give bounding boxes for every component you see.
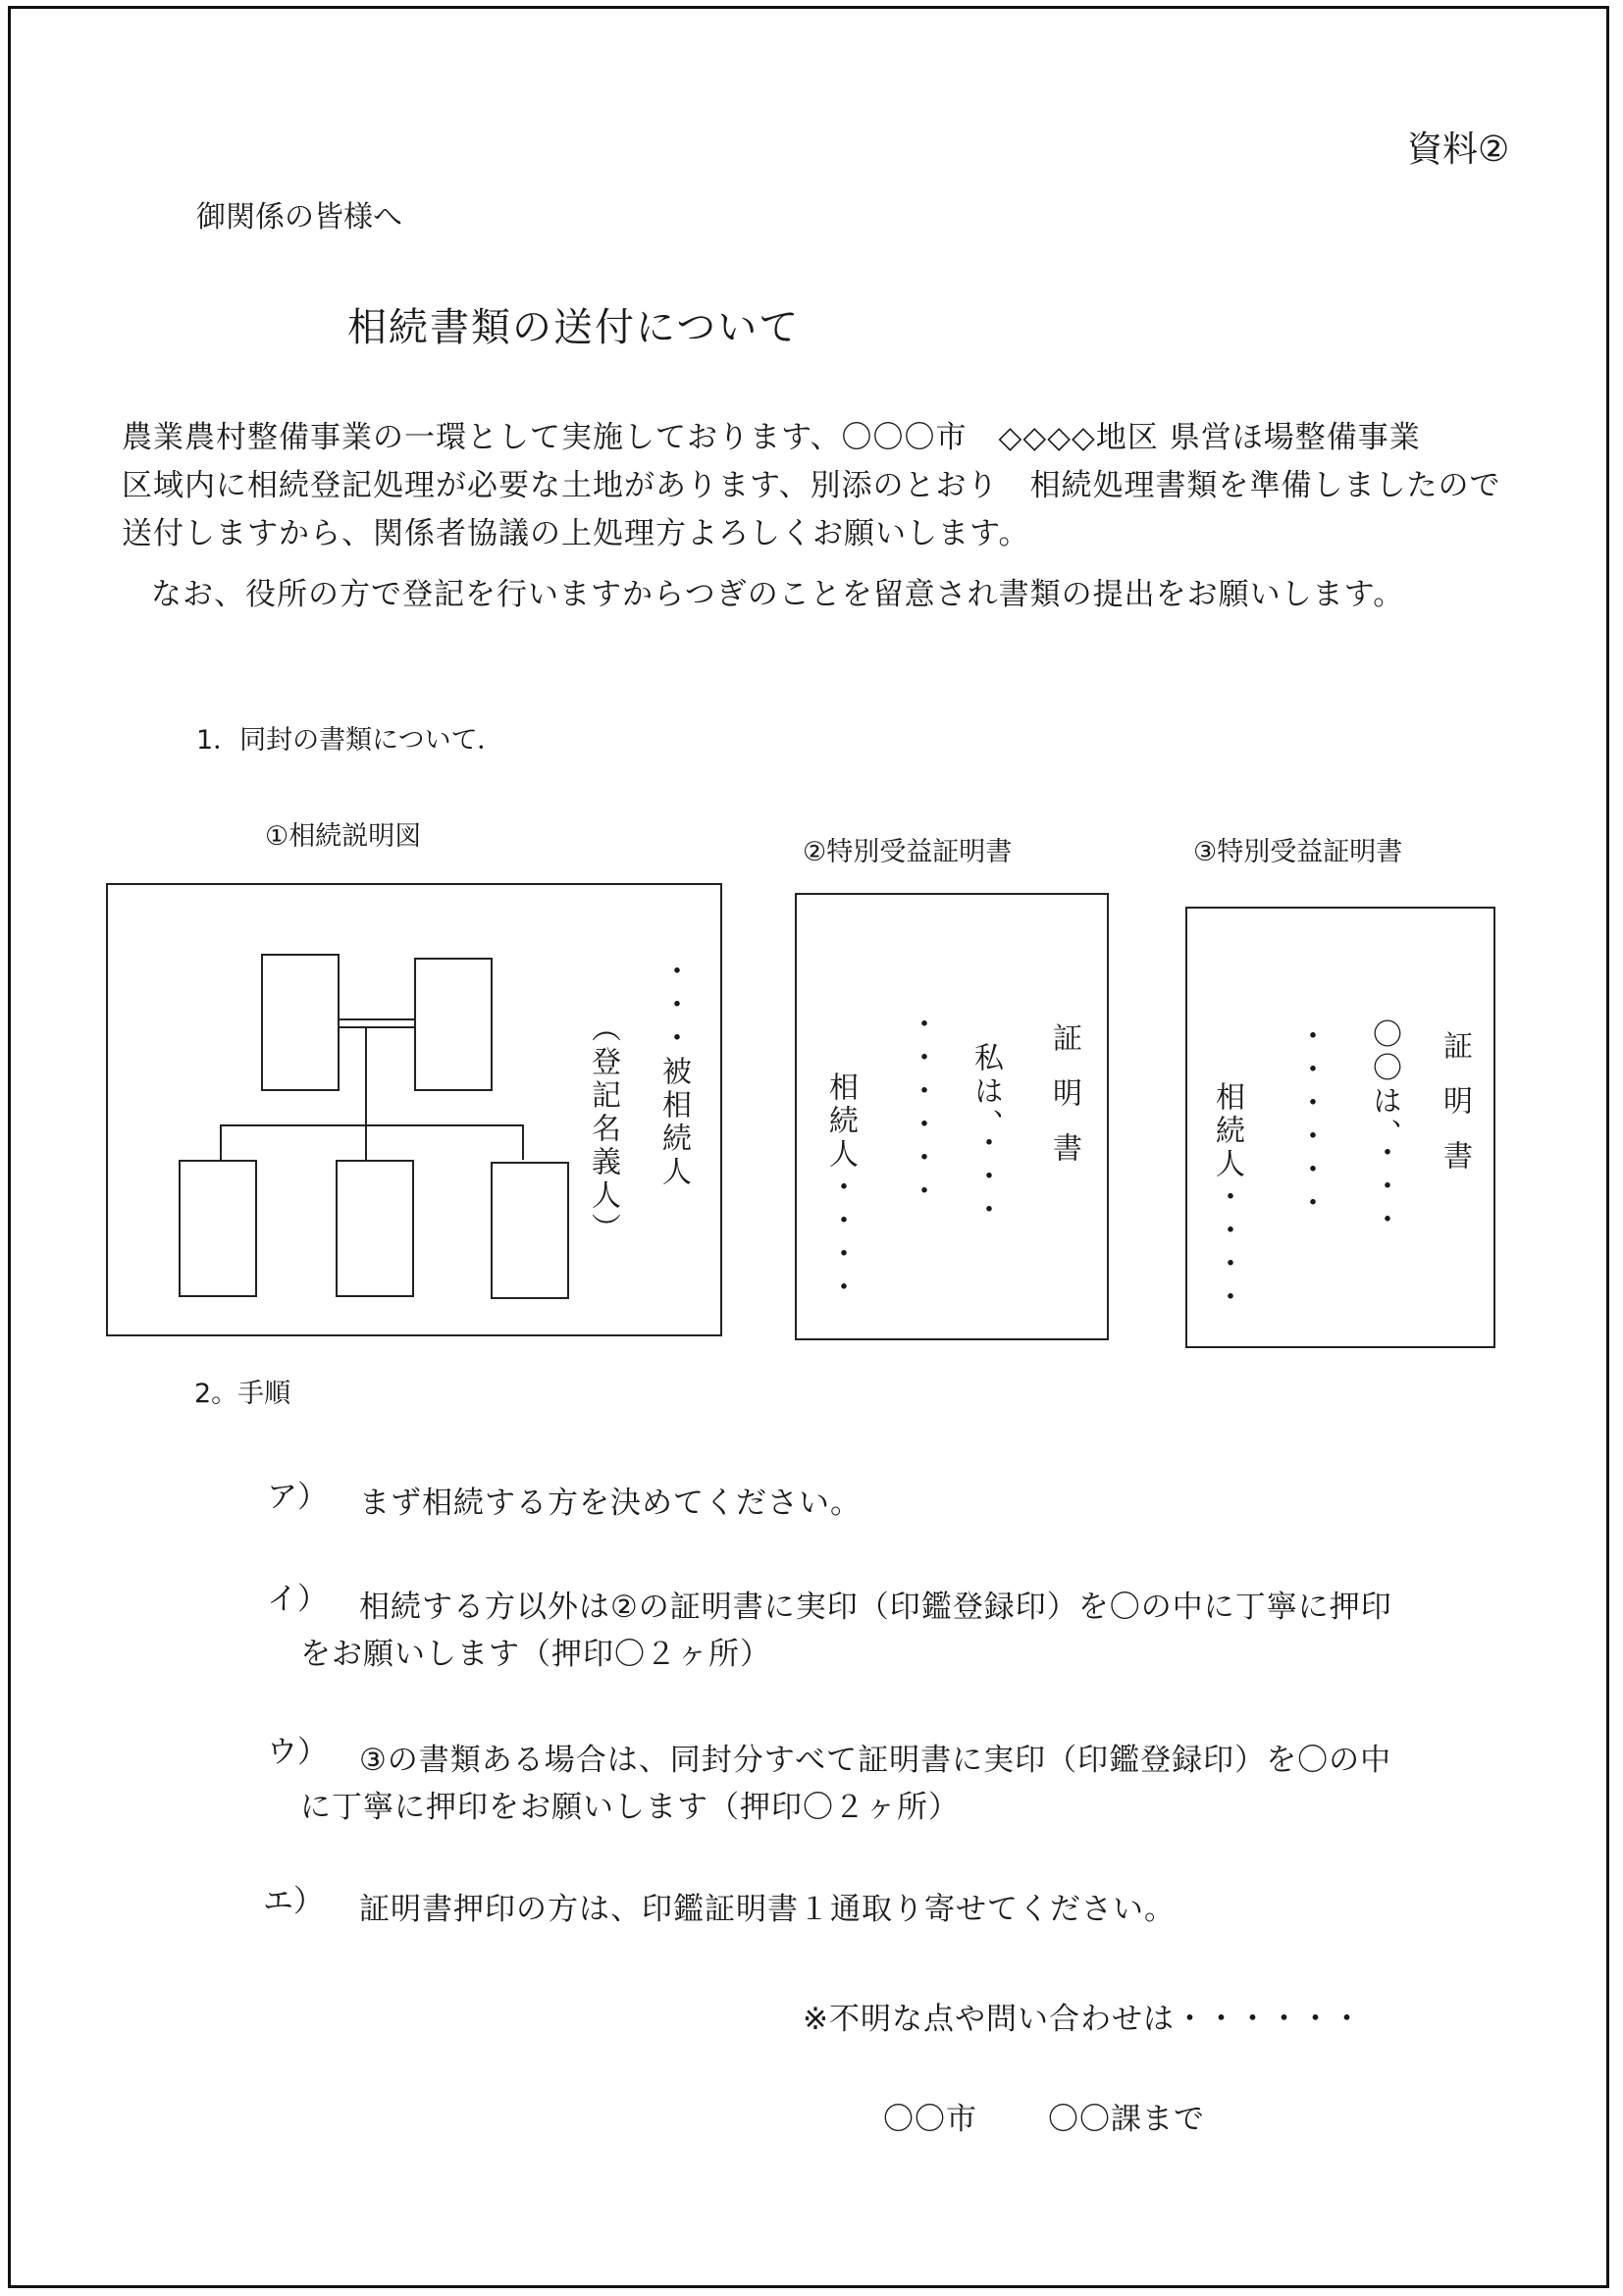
certificate-form-3 xyxy=(1185,907,1495,1348)
certificate-title: 証明書 xyxy=(1438,1030,1472,1195)
certificate-dots: ・・・・・・ xyxy=(904,1009,938,1209)
contact-city: 〇〇市 xyxy=(883,2102,977,2137)
certificate-statement: 私は、・・・ xyxy=(969,1042,1003,1227)
step-label-i: イ） xyxy=(267,1582,328,1617)
step-u-line-2: に丁寧に押印をお願いします（押印〇２ヶ所） xyxy=(300,1790,960,1825)
marriage-line xyxy=(340,1018,414,1020)
figure2-caption: ②特別受益証明書 xyxy=(803,837,1013,867)
parent-box-right xyxy=(414,958,493,1091)
child-branch xyxy=(365,1124,367,1160)
section1-heading: 1．同封の書類について． xyxy=(196,725,504,756)
figure3-caption: ③特別受益証明書 xyxy=(1193,837,1403,867)
step-i-line-2: をお願いします（押印〇２ヶ所） xyxy=(300,1637,771,1672)
document-id: 資料② xyxy=(1407,130,1510,170)
certificate-heir: 相続人・・・・ xyxy=(823,1071,858,1305)
marriage-line xyxy=(340,1026,414,1028)
certificate-title: 証明書 xyxy=(1047,1022,1081,1187)
step-label-e: エ） xyxy=(263,1884,324,1919)
parent-box-left xyxy=(261,954,340,1091)
contact-dept: 〇〇課まで xyxy=(1048,2102,1205,2137)
section2-heading: 2。手順 xyxy=(194,1379,291,1409)
figure1-caption: ①相続説明図 xyxy=(265,821,422,852)
decedent-label: ・・・被相続人 xyxy=(656,956,691,1189)
child-box-1 xyxy=(179,1160,257,1297)
child-branch xyxy=(522,1124,524,1160)
registered-owner-label: （登記名義人） xyxy=(586,1013,620,1246)
body-line-3: 送付しますから、関係者協議の上処理方よろしくお願いします。 xyxy=(122,516,1030,551)
step-label-a: ア） xyxy=(267,1480,328,1515)
step-a-line-1: まず相続する方を決めてください。 xyxy=(359,1486,862,1521)
page-title: 相続書類の送付について xyxy=(347,305,801,350)
body-line-4: なお、役所の方で登記を行いますからつぎのことを留意され書類の提出をお願いします。 xyxy=(151,577,1405,612)
child-box-2 xyxy=(336,1160,414,1297)
step-e-line-1: 証明書押印の方は、印鑑証明書１通取り寄せてください。 xyxy=(359,1892,1176,1927)
step-u-line-1: ③の書類ある場合は、同封分すべて証明書に実印（印鑑登録印）を〇の中 xyxy=(359,1743,1392,1778)
greeting: 御関係の皆様へ xyxy=(196,200,402,235)
children-line xyxy=(220,1124,524,1126)
body-line-1: 農業農村整備事業の一環として実施しております、〇〇〇市 ◇◇◇◇地区 県営ほ場整備事業 xyxy=(122,420,1421,455)
inquiry-note: ※不明な点や問い合わせは・・・・・・ xyxy=(803,2002,1363,2037)
child-branch xyxy=(220,1124,222,1160)
step-label-u: ウ） xyxy=(267,1735,328,1770)
descent-line xyxy=(365,1027,367,1125)
certificate-heir: 相続人・・・・ xyxy=(1210,1081,1244,1315)
certificate-form-2 xyxy=(795,893,1109,1340)
step-i-line-1: 相続する方以外は②の証明書に実印（印鑑登録印）を〇の中に丁寧に押印 xyxy=(359,1590,1392,1625)
certificate-dots: ・・・・・・ xyxy=(1292,1020,1327,1221)
child-box-3 xyxy=(491,1162,569,1299)
body-line-2: 区域内に相続登記処理が必要な土地があります、別添のとおり 相続処理書類を準備しましたので xyxy=(122,468,1501,503)
inheritance-diagram xyxy=(106,883,722,1336)
certificate-statement: 〇〇は、・・・ xyxy=(1367,1018,1401,1237)
